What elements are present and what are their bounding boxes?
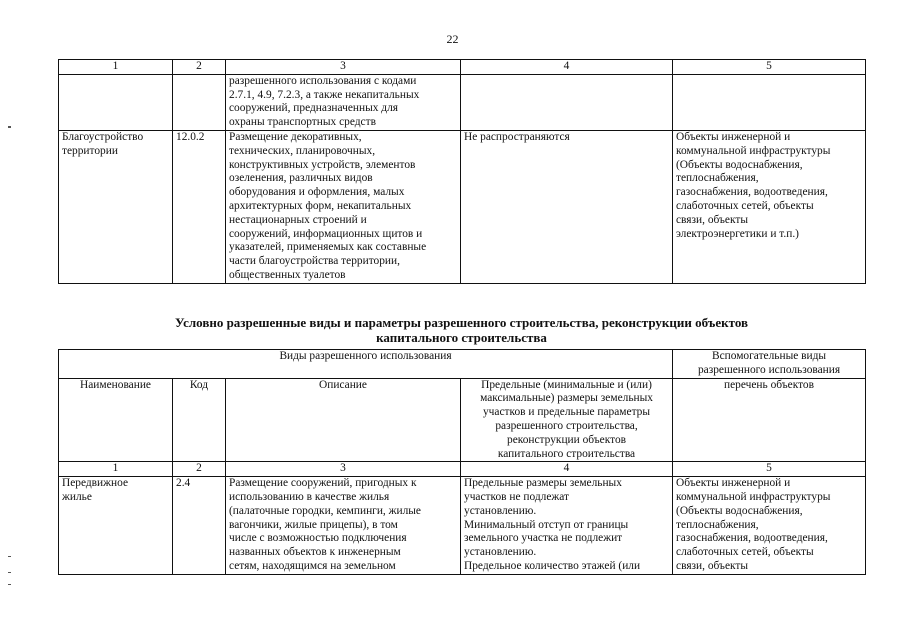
code-cell: 12.0.2 xyxy=(173,130,226,283)
text-line: части благоустройства территории, xyxy=(229,255,400,268)
col-number: 5 xyxy=(673,60,866,75)
text-line: озеленения, различных видов xyxy=(229,172,373,185)
text-line: 2.7.1, 4.9, 7.2.3, а также некапитальных xyxy=(229,88,420,101)
section-heading xyxy=(58,315,865,345)
text-line: максимальные) размеры земельных xyxy=(480,392,653,405)
code-cell xyxy=(173,74,226,130)
text-line: (Объекты водоснабжения, xyxy=(676,504,803,517)
text-line: Не распространяются xyxy=(464,130,570,143)
name-cell xyxy=(59,477,173,575)
col-number: 4 xyxy=(461,462,673,477)
text-line: коммунальной инфраструктуры xyxy=(676,490,831,503)
params-cell xyxy=(461,130,673,283)
description-cell xyxy=(226,477,461,575)
text-line: архитектурных форм, некапитальных xyxy=(229,199,412,212)
column-number-row xyxy=(59,462,866,477)
text-line: использованию в качестве жилья xyxy=(229,490,390,503)
continued-table xyxy=(58,59,866,284)
scan-margin-mark xyxy=(8,572,11,573)
scan-margin-mark xyxy=(8,556,11,557)
text-line: (палаточные городки, кемпинги, жилые xyxy=(229,504,421,517)
text-line: капитального строительства xyxy=(497,447,636,460)
col-number: 4 xyxy=(461,60,673,75)
text-line: установлению. xyxy=(464,504,537,517)
text-line: охраны транспортных средств xyxy=(229,116,376,129)
text-line: оборудования и оформления, малых xyxy=(229,186,405,199)
scan-margin-mark xyxy=(8,126,11,128)
text-line: Минимальный отступ от границы xyxy=(464,518,629,531)
text-line: Предельные (минимальные и (или) xyxy=(481,378,652,391)
text-line: указателей, применяемых как составные xyxy=(229,241,427,254)
aux-cell xyxy=(673,130,866,283)
aux-cell xyxy=(673,74,866,130)
col-number: 3 xyxy=(226,462,461,477)
text-line: участков не подлежат xyxy=(464,490,569,503)
description-header: Описание xyxy=(226,378,461,462)
text-line: Объекты инженерной и xyxy=(676,130,791,143)
text-line: Предельные размеры земельных xyxy=(464,477,622,490)
text-line: Передвижное xyxy=(62,477,129,490)
text-line: электроэнергетики и т.п.) xyxy=(676,227,799,240)
name-cell xyxy=(59,130,173,283)
text-line: разрешенного использования с кодами xyxy=(229,74,417,87)
text-line: теплоснабжения, xyxy=(676,518,759,531)
text-line: (Объекты водоснабжения, xyxy=(676,158,803,171)
text-line: Размещение сооружений, пригодных к xyxy=(229,477,417,490)
group-header: Виды разрешенного использования xyxy=(59,350,673,379)
text-line: теплоснабжения, xyxy=(676,172,759,185)
col-number: 3 xyxy=(226,60,461,75)
text-line: названных объектов к инженерным xyxy=(229,546,401,559)
aux-header: перечень объектов xyxy=(673,378,866,462)
column-number-row xyxy=(59,60,866,75)
table-row xyxy=(59,74,866,130)
text-line: вагончики, жилые прицепы), в том xyxy=(229,518,398,531)
text-line: связи, объекты xyxy=(676,559,749,572)
col-number: 1 xyxy=(59,60,173,75)
text-line: разрешенного строительства, xyxy=(495,419,638,432)
text-line: газоснабжения, водоотведения, xyxy=(676,186,828,199)
page-number: 22 xyxy=(446,32,459,46)
params-header xyxy=(461,378,673,462)
col-number: 1 xyxy=(59,462,173,477)
conditional-use-table xyxy=(58,349,866,575)
params-cell xyxy=(461,477,673,575)
aux-cell xyxy=(673,477,866,575)
text-line: нестационарных строений и xyxy=(229,213,367,226)
params-cell xyxy=(461,74,673,130)
text-line: установлению. xyxy=(464,546,537,559)
text-line: технических, планировочных, xyxy=(229,144,376,157)
text-line: газоснабжения, водоотведения, xyxy=(676,532,828,545)
text-line: Предельное количество этажей (или xyxy=(464,559,641,572)
text-line: числе с возможностью подключения xyxy=(229,532,407,545)
column-header-row xyxy=(59,378,866,462)
description-cell xyxy=(226,130,461,283)
text-line: сооружений, предназначенных для xyxy=(229,102,399,115)
text-line: Размещение декоративных, xyxy=(229,130,362,143)
table-row xyxy=(59,477,866,575)
text-line: Условно разрешенные виды и параметры разрешенного строительства, реконструкции объектов xyxy=(174,315,749,330)
text-line: Объекты инженерной и xyxy=(676,477,791,490)
group-header-row xyxy=(59,350,866,379)
aux-group-header xyxy=(673,350,866,379)
text-line: территории xyxy=(62,144,118,157)
text-line: слаботочных сетей, объекты xyxy=(676,199,814,212)
text-line: участков и предельные параметры xyxy=(482,406,651,419)
text-line: связи, объекты xyxy=(676,213,748,226)
description-cell xyxy=(226,74,461,130)
code-header: Код xyxy=(173,378,226,462)
text-line: слаботочных сетей, объекты xyxy=(676,546,814,559)
text-line: Благоустройство xyxy=(62,130,144,143)
text-line: сооружений, информационных щитов и xyxy=(229,227,423,240)
scan-margin-mark xyxy=(8,584,11,585)
name-cell xyxy=(59,74,173,130)
text-line: коммунальной инфраструктуры xyxy=(676,144,831,157)
col-number: 2 xyxy=(173,60,226,75)
text-line: общественных туалетов xyxy=(229,268,346,281)
text-line: сетям, находящимся на земельном xyxy=(229,559,396,572)
name-header: Наименование xyxy=(59,378,173,462)
col-number: 2 xyxy=(173,462,226,477)
text-line: Вспомогательные виды xyxy=(712,350,827,362)
code-cell: 2.4 xyxy=(173,477,226,575)
table-row xyxy=(59,130,866,283)
text-line: жилье xyxy=(62,490,92,503)
text-line: земельного участка не подлежит xyxy=(464,532,623,545)
text-line: конструктивных устройств, элементов xyxy=(229,158,416,171)
text-line: капитального строительства xyxy=(376,330,547,345)
text-line: разрешенного использования xyxy=(697,363,841,376)
col-number: 5 xyxy=(673,462,866,477)
text-line: реконструкции объектов xyxy=(507,433,627,446)
